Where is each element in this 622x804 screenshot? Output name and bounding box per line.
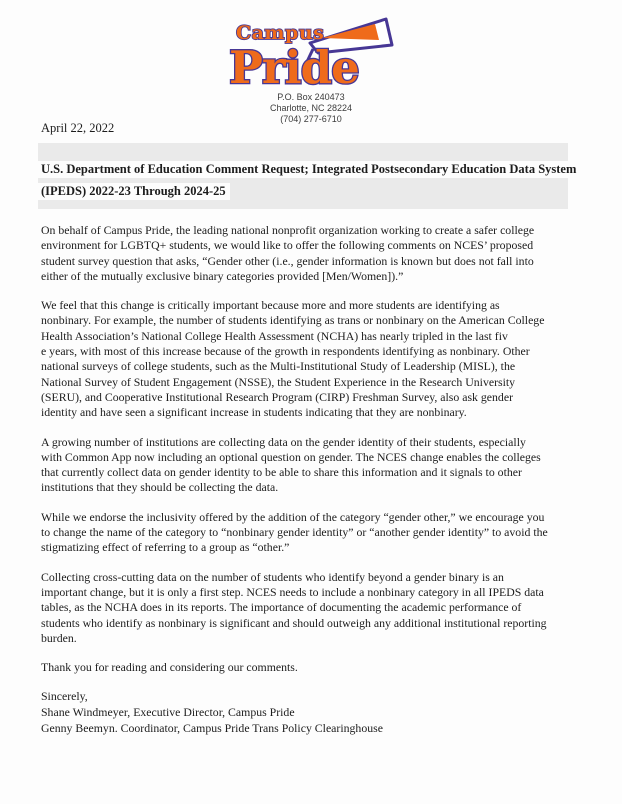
body-paragraph [41,510,590,556]
text-line: Shane Windmeyer, Executive Director, Campus Pride [41,705,295,720]
text-line: Genny Beemyn. Coordinator, Campus Pride Trans Policy Clearinghouse [41,720,383,735]
text-line: institutions that they should be collecting the data. [41,480,279,495]
subject-heading [38,143,577,209]
text-line: nonbinary. For example, the number of students identifying as trans or nonbinary on the American College [41,313,545,328]
address-phone: (704) 277-6710 [280,114,342,124]
text-line: tables, as the NCHA does in its reports. The importance of documenting the academic performance of [41,600,522,615]
text-line: stigmatizing effect of referring to a group as “other.” [41,540,290,555]
text-line: students who identify as nonbinary is significant and should outweigh any additional institutional reporting [41,615,547,630]
text-line: We feel that this change is critically important because more and more students are identifying as [41,298,500,313]
text-line: Sincerely, [41,689,88,704]
text-line: important change, but it is only a first step. NCES needs to include a nonbinary category in all IPEDS data [41,584,544,599]
address-po-box: P.O. Box 240473 [277,92,345,102]
text-line: student survey question that asks, “Gender other (i.e., gender information is known but does not fall into [41,253,534,268]
letter-content [38,120,590,736]
text-line: that currently collect data on gender identity to be able to share this information and it signals to other [41,465,522,480]
letter-text [38,223,590,736]
text-line: e years, with most of this increase because of the growth in respondents identifying as nonbinary. Other [41,344,530,359]
thank-you-paragraph [41,660,590,675]
text-line: National Survey of Student Engagement (NSSE), the Student Experience in the Research University [41,374,516,389]
text-line: either of the mutually exclusive binary categories provided [Men/Women]).” [41,268,404,283]
text-line: to change the name of the category to “nonbinary gender identity” or “another gender identity” to avoid the [41,525,548,540]
logo-word-campus: Campus [236,22,325,44]
text-line: U.S. Department of Education Comment Request; Integrated Postsecondary Education Data System [38,160,568,178]
text-line: (SERU), and Cooperative Institutional Research Program (CIRP) Freshman Survey, also ask gender [41,389,513,404]
text-line: Health Association’s National College Health Assessment (NCHA) has nearly tripled in the last fiv [41,328,508,343]
body-paragraph [41,223,590,284]
campus-pride-logo [226,12,396,90]
logo-word-pride: Pride [229,41,359,90]
text-line: Collecting cross-cutting data on the number of students who identify beyond a gender binary is an [41,569,504,584]
text-line: Thank you for reading and considering our comments. [41,660,298,675]
address-city: Charlotte, NC 28224 [269,103,353,113]
letterhead [0,0,622,125]
text-line: national surveys of college students, such as the Multi-Institutional Study of Leadership (MISL), the [41,359,516,374]
body-paragraph [41,298,590,420]
text-line: A growing number of institutions are collecting data on the gender identity of their students, especially [41,434,526,449]
letter-date: April 22, 2022 [41,121,115,135]
text-line: with Common App now including an optional question on gender. The NCES change enables the colleges [41,449,541,464]
body-paragraph [41,570,590,646]
signature-block [41,689,590,736]
text-line: (IPEDS) 2022-23 Through 2024-25 [38,182,568,200]
text-line: While we endorse the inclusivity offered by the addition of the category “gender other,” we encourage you [41,509,545,524]
text-line: burden. [41,630,77,645]
text-line: environment for LGBTQ+ students, we would like to offer the following comments on NCES’ proposed [41,238,534,253]
text-line: identity and have seen a significant increase in students indicating that they are nonbinary. [41,405,467,420]
text-line: On behalf of Campus Pride, the leading national nonprofit organization working to create a safer college [41,223,535,237]
body-paragraph [41,435,590,496]
